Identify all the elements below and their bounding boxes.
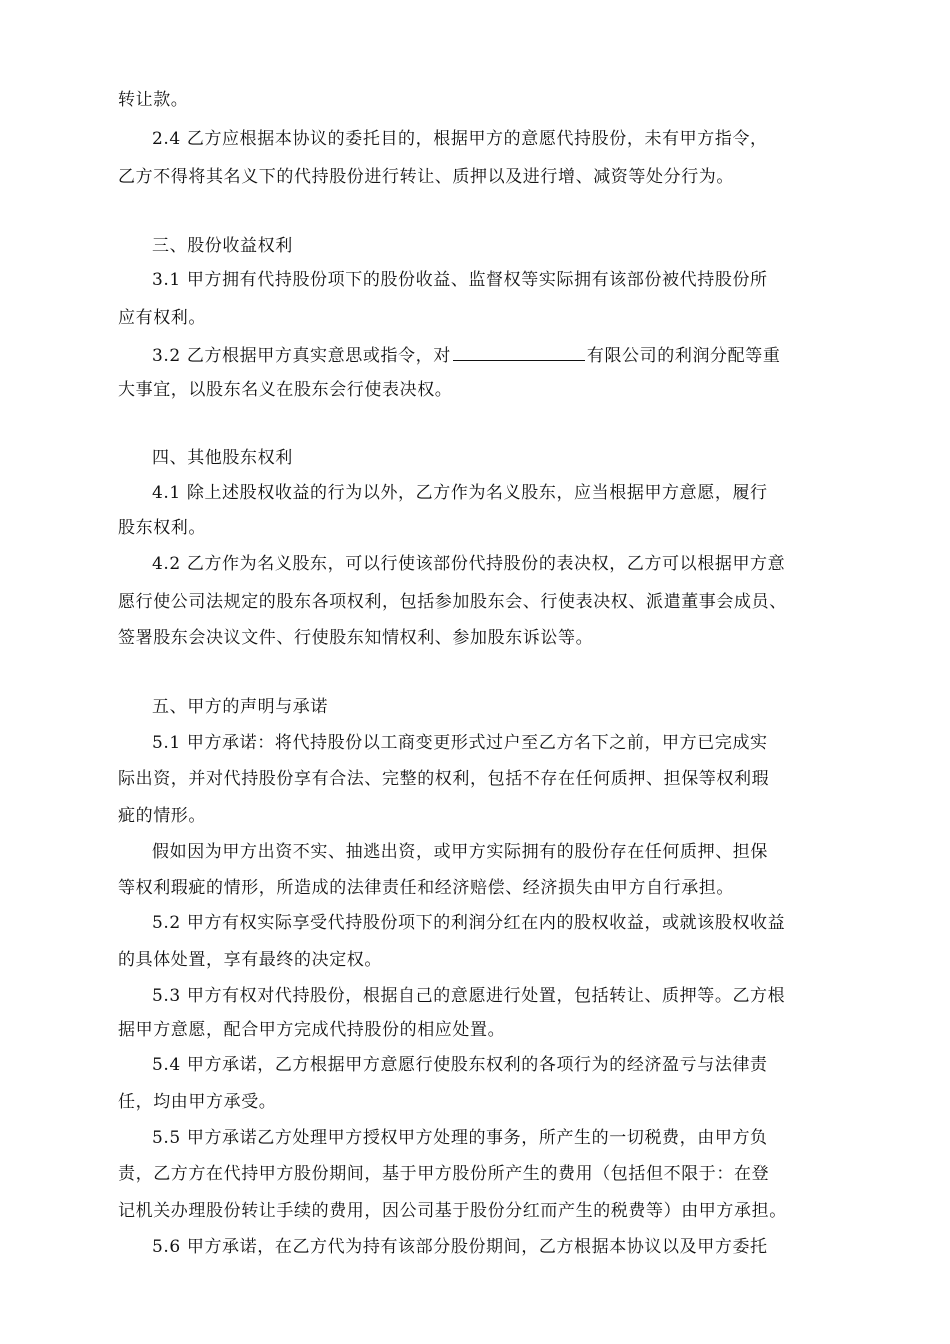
paragraph-line: 大事宜，以股东名义在股东会行使表决权。 [118,380,453,400]
paragraph-line: 股东权利。 [118,518,206,538]
clause-5-3: 5.3 甲方有权对代持股份，根据自己的意愿进行处置，包括转让、质押等。乙方根 [152,986,786,1006]
section-4-heading: 四、其他股东权利 [152,448,293,468]
clause-3-2-text-b: 有限公司的利润分配等重 [586,346,781,366]
paragraph-line: 疵的情形。 [118,806,206,826]
clause-4-2: 4.2 乙方作为名义股东，可以行使该部份代持股份的表决权，乙方可以根据甲方意 [152,554,786,574]
clause-5-6: 5.6 甲方承诺，在乙方代为持有该部分股份期间，乙方根据本协议以及甲方委托 [152,1237,768,1257]
paragraph-line: 任，均由甲方承受。 [118,1092,277,1112]
clause-3-1: 3.1 甲方拥有代持股份项下的股份收益、监督权等实际拥有该部份被代持股份所 [152,270,768,290]
paragraph-line: 记机关办理股份转让手续的费用，因公司基于股份分红而产生的税费等）由甲方承担。 [118,1201,787,1221]
section-5-heading: 五、甲方的声明与承诺 [152,697,328,717]
paragraph-line: 际出资，并对代持股份享有合法、完整的权利，包括不存在任何质押、担保等权利瑕 [118,769,770,789]
paragraph-line: 假如因为甲方出资不实、抽逃出资，或甲方实际拥有的股份存在任何质押、担保 [152,842,768,862]
clause-4-1: 4.1 除上述股权收益的行为以外，乙方作为名义股东，应当根据甲方意愿，履行 [152,483,768,503]
paragraph-line: 乙方不得将其名义下的代持股份进行转让、质押以及进行增、减资等处分行为。 [118,167,734,187]
clause-5-5: 5.5 甲方承诺乙方处理甲方授权甲方处理的事务，所产生的一切税费，由甲方负 [152,1128,768,1148]
paragraph-line: 愿行使公司法规定的股东各项权利，包括参加股东会、行使表决权、派遣董事会成员、 [118,592,787,612]
clause-5-1: 5.1 甲方承诺：将代持股份以工商变更形式过户至乙方名下之前，甲方已完成实 [152,733,768,753]
paragraph-line: 等权利瑕疵的情形，所造成的法律责任和经济赔偿、经济损失由甲方自行承担。 [118,878,734,898]
paragraph-line: 转让款。 [118,90,189,110]
paragraph-line: 应有权利。 [118,308,206,328]
clause-3-2 [152,344,848,366]
clause-3-2-text-a: 3.2 乙方根据甲方真实意思或指令，对 [152,346,451,366]
company-name-blank [453,344,585,361]
paragraph-line: 据甲方意愿，配合甲方完成代持股份的相应处置。 [118,1020,506,1040]
paragraph-line: 的具体处置，享有最终的决定权。 [118,950,382,970]
clause-5-4: 5.4 甲方承诺，乙方根据甲方意愿行使股东权利的各项行为的经济盈亏与法律责 [152,1055,768,1075]
paragraph-line: 责，乙方方在代持甲方股份期间，基于甲方股份所产生的费用（包括但不限于：在登 [118,1164,770,1184]
clause-2-4: 2.4 乙方应根据本协议的委托目的，根据甲方的意愿代持股份，未有甲方指令， [152,129,768,149]
clause-5-2: 5.2 甲方有权实际享受代持股份项下的利润分红在内的股权收益，或就该股权收益 [152,913,786,933]
paragraph-line: 签署股东会决议文件、行使股东知情权利、参加股东诉讼等。 [118,628,594,648]
section-3-heading: 三、股份收益权利 [152,236,293,256]
